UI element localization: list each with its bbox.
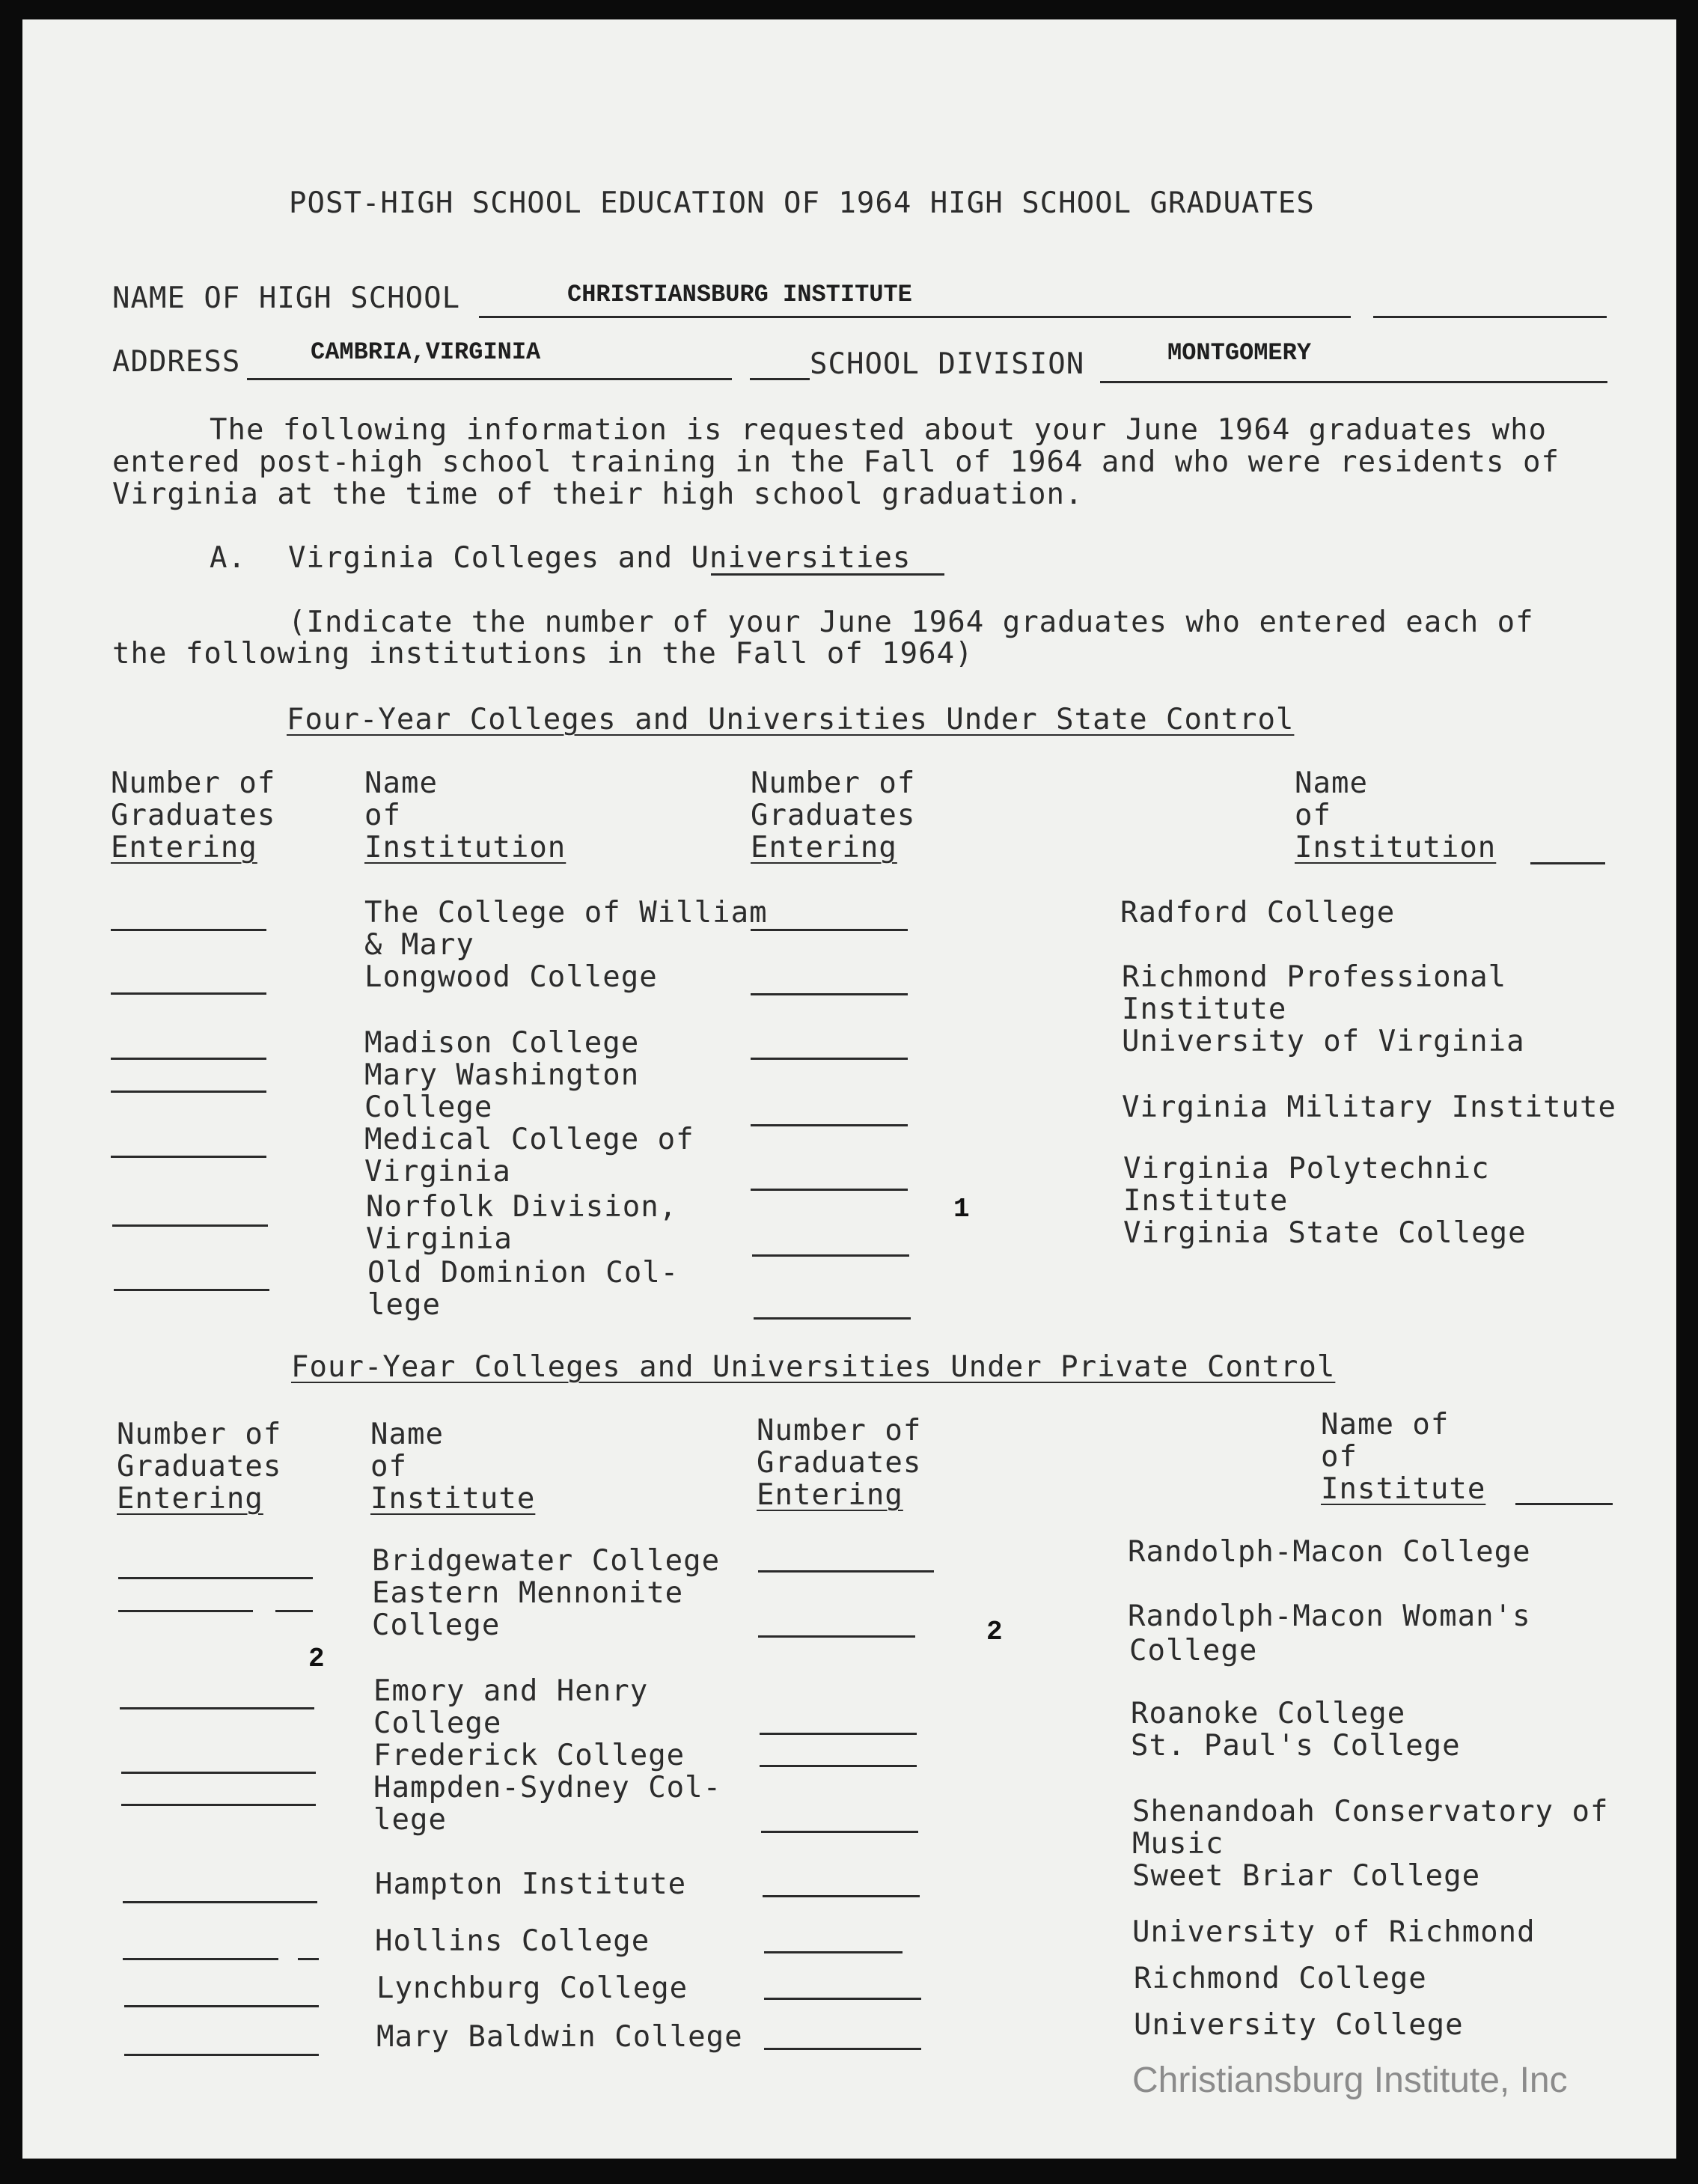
intro-line-2: entered post-high school training in the Fall of 1964 and who were residents of — [112, 445, 1560, 479]
private-col-num-r-3: Entering — [757, 1478, 903, 1512]
private-right-blank — [764, 2048, 921, 2050]
state-col-name-r-2: of — [1295, 799, 1331, 832]
private-right-inst: Sweet Briar College — [1132, 1859, 1481, 1893]
state-left-blank — [111, 929, 266, 931]
private-col-num-3: Entering — [117, 1482, 263, 1516]
private-left-blank — [275, 1610, 313, 1612]
private-left-inst: Frederick College — [373, 1739, 685, 1772]
private-right-blank — [764, 1951, 903, 1953]
state-left-blank — [114, 1289, 269, 1291]
private-right-inst: Roanoke College — [1131, 1697, 1406, 1730]
private-right-blank — [760, 1733, 917, 1735]
private-right-blank — [758, 1570, 934, 1573]
address-value: CAMBRIA,VIRGINIA — [311, 338, 541, 366]
private-left-blank — [118, 1577, 313, 1579]
state-right-blank — [751, 929, 908, 931]
state-left-blank — [111, 1058, 266, 1060]
private-right-inst: Music — [1132, 1827, 1224, 1861]
state-header-line — [1530, 862, 1605, 864]
state-right-blank — [751, 1058, 908, 1060]
section-note-1: (Indicate the number of your June 1964 graduates who entered each of — [288, 606, 1534, 639]
private-left-blank — [123, 1958, 278, 1960]
state-section-heading: Four-Year Colleges and Universities Under State Control — [287, 703, 1295, 736]
school-name-line — [479, 316, 1351, 318]
state-left-inst: College — [364, 1091, 493, 1124]
private-right-blank — [760, 1765, 917, 1767]
state-left-inst: Old Dominion Col- — [367, 1256, 679, 1290]
private-right-blank — [763, 1895, 920, 1897]
section-heading: Virginia Colleges and Universities — [288, 541, 911, 575]
state-right-inst: Richmond Professional — [1122, 960, 1507, 994]
state-left-inst: lege — [367, 1288, 441, 1322]
intro-line-3: Virginia at the time of their high school graduation. — [112, 478, 1084, 511]
private-right-inst: College — [1129, 1634, 1258, 1668]
private-left-blank — [121, 1804, 316, 1806]
state-right-blank — [752, 1254, 909, 1257]
private-right-count-mark: 2 — [986, 1617, 1003, 1647]
private-left-inst: Hampden-Sydney Col- — [373, 1771, 722, 1805]
state-left-blank — [111, 1091, 266, 1093]
section-letter: A. — [210, 541, 246, 575]
state-right-inst: Radford College — [1120, 896, 1396, 930]
private-right-inst: Randolph-Macon Woman's — [1128, 1599, 1531, 1633]
state-col-num-3: Entering — [111, 831, 257, 864]
state-left-inst: & Mary — [364, 928, 474, 962]
state-left-blank — [112, 1224, 268, 1227]
state-col-name-1: Name — [364, 766, 438, 800]
private-col-name-1: Name — [370, 1418, 444, 1451]
private-right-inst: University College — [1134, 2008, 1464, 2042]
private-col-name-r-3: Institute — [1321, 1472, 1486, 1506]
state-right-inst: Institute — [1123, 1184, 1289, 1218]
private-col-num-r-1: Number of — [757, 1414, 922, 1448]
private-left-inst: Hollins College — [375, 1924, 650, 1958]
private-right-blank — [758, 1635, 915, 1638]
private-col-name-3: Institute — [370, 1482, 536, 1516]
private-right-inst: St. Paul's College — [1131, 1729, 1461, 1763]
private-left-inst: Mary Baldwin College — [376, 2020, 743, 2054]
school-division-value: MONTGOMERY — [1167, 339, 1312, 367]
state-right-inst: University of Virginia — [1122, 1025, 1525, 1058]
private-left-inst: Eastern Mennonite — [372, 1576, 684, 1610]
private-left-blank — [123, 1901, 317, 1903]
private-col-num-r-2: Graduates — [757, 1446, 922, 1480]
private-left-blank — [118, 1610, 253, 1612]
private-section-heading: Four-Year Colleges and Universities Under Private Control — [291, 1350, 1336, 1384]
private-col-name-2: of — [370, 1450, 407, 1483]
state-right-inst: Virginia Polytechnic — [1123, 1152, 1490, 1186]
private-right-inst: Shenandoah Conservatory of — [1132, 1795, 1609, 1828]
private-left-count-mark: 2 — [308, 1644, 325, 1674]
form-title: POST-HIGH SCHOOL EDUCATION OF 1964 HIGH SCHOOL GRADUATES — [289, 186, 1315, 220]
state-left-inst: Medical College of — [364, 1123, 694, 1156]
state-left-inst: Norfolk Division, — [366, 1190, 678, 1224]
state-right-blank — [754, 1317, 911, 1320]
private-col-name-r-2: of — [1321, 1440, 1358, 1474]
state-right-blank — [751, 1189, 908, 1191]
private-header-line — [1515, 1503, 1613, 1505]
private-left-blank — [298, 1958, 319, 1960]
private-right-inst: University of Richmond — [1132, 1915, 1536, 1949]
private-left-blank — [120, 1707, 314, 1709]
state-col-num-r-2: Graduates — [751, 799, 916, 832]
state-col-name-3: Institution — [364, 831, 566, 864]
state-col-num-2: Graduates — [111, 799, 276, 832]
state-left-inst: Virginia — [366, 1222, 513, 1256]
school-name-label: NAME OF HIGH SCHOOL — [112, 281, 461, 315]
address-line-extra — [750, 378, 810, 380]
state-right-inst: Virginia State College — [1123, 1216, 1527, 1250]
state-left-inst: Virginia — [364, 1155, 511, 1189]
private-col-name-r-1: Name of — [1321, 1408, 1450, 1442]
state-col-name-r-3: Institution — [1295, 831, 1497, 864]
private-left-inst: Lynchburg College — [376, 1971, 688, 2005]
state-col-num-r-1: Number of — [751, 766, 916, 800]
section-heading-underline — [711, 573, 944, 576]
document-page — [22, 19, 1676, 2159]
state-col-name-r-1: Name — [1295, 766, 1368, 800]
state-right-inst: Institute — [1122, 992, 1287, 1026]
state-right-blank — [751, 1124, 908, 1126]
address-line — [247, 378, 732, 380]
school-name-value: CHRISTIANSBURG INSTITUTE — [567, 281, 912, 308]
private-left-inst: Emory and Henry — [373, 1674, 649, 1708]
school-division-label: SCHOOL DIVISION — [810, 347, 1085, 381]
state-col-num-1: Number of — [111, 766, 276, 800]
private-right-blank — [761, 1831, 918, 1833]
state-right-inst: Virginia Military Institute — [1122, 1091, 1616, 1124]
private-left-blank — [121, 1772, 316, 1774]
school-division-line — [1100, 381, 1607, 383]
private-right-blank — [764, 1998, 921, 2000]
private-left-inst: College — [373, 1706, 502, 1740]
state-left-inst: Madison College — [364, 1026, 640, 1060]
state-left-blank — [111, 1156, 266, 1158]
private-left-blank — [124, 2005, 319, 2007]
intro-line-1: The following information is requested about your June 1964 graduates who — [210, 413, 1548, 447]
private-left-inst: College — [372, 1608, 501, 1642]
private-col-num-1: Number of — [117, 1418, 282, 1451]
state-col-num-r-3: Entering — [751, 831, 897, 864]
watermark: Christiansburg Institute, Inc — [1132, 2061, 1568, 2100]
private-right-inst: Richmond College — [1134, 1962, 1427, 1995]
state-left-inst: Longwood College — [364, 960, 658, 994]
private-left-inst: Bridgewater College — [372, 1544, 721, 1578]
state-left-blank — [111, 992, 266, 995]
school-name-line-extra — [1373, 316, 1607, 318]
private-left-inst: Hampton Institute — [375, 1867, 687, 1901]
private-col-num-2: Graduates — [117, 1450, 282, 1483]
private-left-blank — [124, 2054, 319, 2056]
state-col-name-2: of — [364, 799, 401, 832]
private-left-inst: lege — [373, 1803, 447, 1837]
private-right-inst: Randolph-Macon College — [1128, 1535, 1531, 1569]
state-left-inst: The College of William — [364, 896, 768, 930]
state-left-inst: Mary Washington — [364, 1058, 640, 1092]
address-label: ADDRESS — [112, 345, 241, 379]
section-note-2: the following institutions in the Fall of 1964) — [112, 637, 974, 671]
state-count-mark: 1 — [953, 1194, 970, 1224]
state-right-blank — [751, 993, 908, 995]
